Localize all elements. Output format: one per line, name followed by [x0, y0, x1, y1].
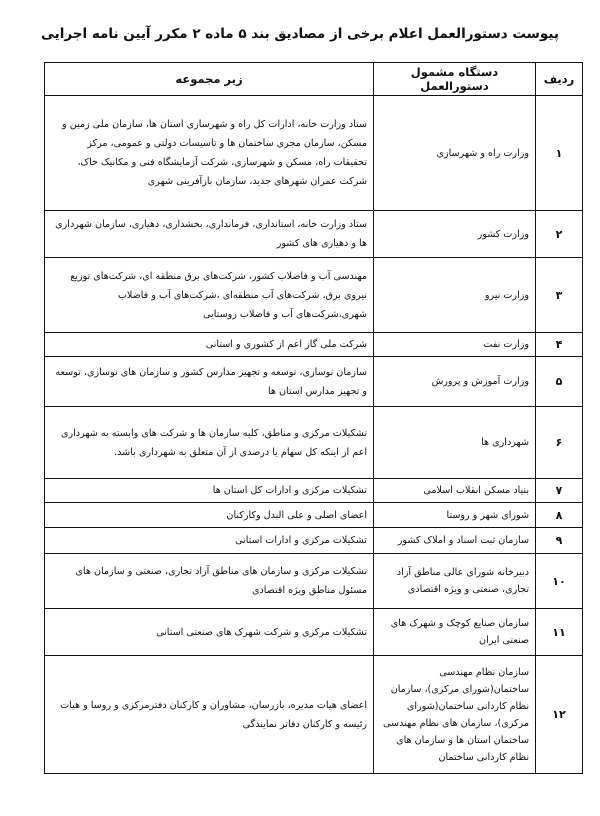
- row-subset: سازمان نوسازی، توسعه و تجهیز مدارس کشور و سازمان های نوسازی، توسعه و تجهیز مدارس استان ها: [45, 357, 374, 407]
- row-subset: اعضای اصلی و علی البدل وکارکنان: [45, 503, 374, 528]
- row-organization: شهرداری ها: [374, 407, 536, 479]
- row-index: ۴: [536, 333, 583, 357]
- row-index: ۱۲: [536, 656, 583, 774]
- row-organization: بنیاد مسکن انقلاب اسلامی: [374, 479, 536, 503]
- header-organization: دستگاه مشمول دستورالعمل: [374, 63, 536, 96]
- table-row: [45, 479, 583, 503]
- row-subset: اعضای هیات مدیره، بازرسان، مشاوران و کارکنان دفترمرکزی و روسا و هیات رئیسه و کارکنان دفاتر نمایندگی: [45, 656, 374, 774]
- row-index: ۲: [536, 211, 583, 258]
- row-organization: وزارت راه و شهرسازی: [374, 96, 536, 211]
- row-subset: تشکیلات مرکزی و ادارات استانی: [45, 528, 374, 554]
- row-subset: تشکیلات مرکزی و شرکت شهرک های صنعتی استانی: [45, 609, 374, 656]
- table-row: [45, 333, 583, 357]
- row-organization: وزارت کشور: [374, 211, 536, 258]
- row-index: ۶: [536, 407, 583, 479]
- table-row: [45, 528, 583, 554]
- row-organization: شورای شهر و روستا: [374, 503, 536, 528]
- row-organization: دبیرخانه شورای عالی مناطق آزاد تجاری، صنعتی و ویژه اقتصادی: [374, 554, 536, 609]
- row-index: ۷: [536, 479, 583, 503]
- table-row: [45, 609, 583, 656]
- row-index: ۹: [536, 528, 583, 554]
- table-row: [45, 211, 583, 258]
- header-subset: زیر مجموعه: [45, 63, 374, 96]
- table-row: [45, 503, 583, 528]
- row-index: ۳: [536, 258, 583, 333]
- table-row: [45, 258, 583, 333]
- page-title: پیوست دستورالعمل اعلام برخی از مصادیق بند ۵ ماده ۲ مکرر آیین نامه اجرایی: [41, 26, 559, 42]
- table-row: [45, 554, 583, 609]
- row-subset: شرکت ملی گاز اعم از کشوری و استانی: [45, 333, 374, 357]
- table-row: [45, 357, 583, 407]
- row-subset: تشکیلات مرکزی و سازمان های مناطق آزاد تجاری، صنعتی و سازمان های مسئول مناطق ویژه اقتصادی: [45, 554, 374, 609]
- row-index: ۱۱: [536, 609, 583, 656]
- row-organization: سازمان صنایع کوچک و شهرک های صنعتی ایران: [374, 609, 536, 656]
- table-row: [45, 407, 583, 479]
- row-index: ۸: [536, 503, 583, 528]
- row-index: ۱: [536, 96, 583, 211]
- row-organization: وزارت آموزش و پرورش: [374, 357, 536, 407]
- row-subset: مهندسی آب و فاضلاب کشور، شرکت‌های برق منطقه ای، شرکت‌های توزیع نیروی برق، شرکت‌های آب منطقه‌ای ،شرکت‌های آب و فاضلاب شهری،شرکت‌های آب و فاضلاب روستایی: [45, 258, 374, 333]
- header-index: ردیف: [536, 63, 583, 96]
- row-organization: سازمان ثبت اسناد و املاک کشور: [374, 528, 536, 554]
- row-organization: وزارت نفت: [374, 333, 536, 357]
- table-row: [45, 656, 583, 774]
- table-header-row: [45, 63, 583, 96]
- row-subset: ستاد وزارت خانه، استانداری، فرمانداری، بخشداری، دهیاری، سازمان شهرداری ها و دهیاری های کشور: [45, 211, 374, 258]
- row-subset: تشکیلات مرکزی و ادارات کل استان ها: [45, 479, 374, 503]
- row-organization: سازمان نظام مهندسی ساختمان(شورای مرکزی)، سازمان نظام کاردانی ساختمان(شورای مرکزی)، سازمان های نظام مهندسی ساختمان استان ها و سازمان های نظام کاردانی ساختمان: [374, 656, 536, 774]
- row-subset: ستاد وزارت خانه، ادارات کل راه و شهرسازی استان ها، سازمان ملی زمین و مسکن، سازمان مجری ساختمان ها و تاسیسات دولتی و عمومی، مرکز تحقیقات راه، مسکن و شهرسازی، شرکت آزمایشگاه فنی و مکانیک خاک، شرکت عمران شهرهای جدید، سازمان بازآفرینی شهری: [45, 96, 374, 211]
- table-row: [45, 96, 583, 211]
- row-index: ۵: [536, 357, 583, 407]
- row-subset: تشکیلات مرکزی و مناطق، کلیه سازمان ها و شرکت های وابسته به شهرداری اعم از اینکه کل سهام یا درصدی از آن متعلق به شهرداری باشد.: [45, 407, 374, 479]
- row-organization: وزارت نیرو: [374, 258, 536, 333]
- row-index: ۱۰: [536, 554, 583, 609]
- agencies-table: [44, 62, 583, 774]
